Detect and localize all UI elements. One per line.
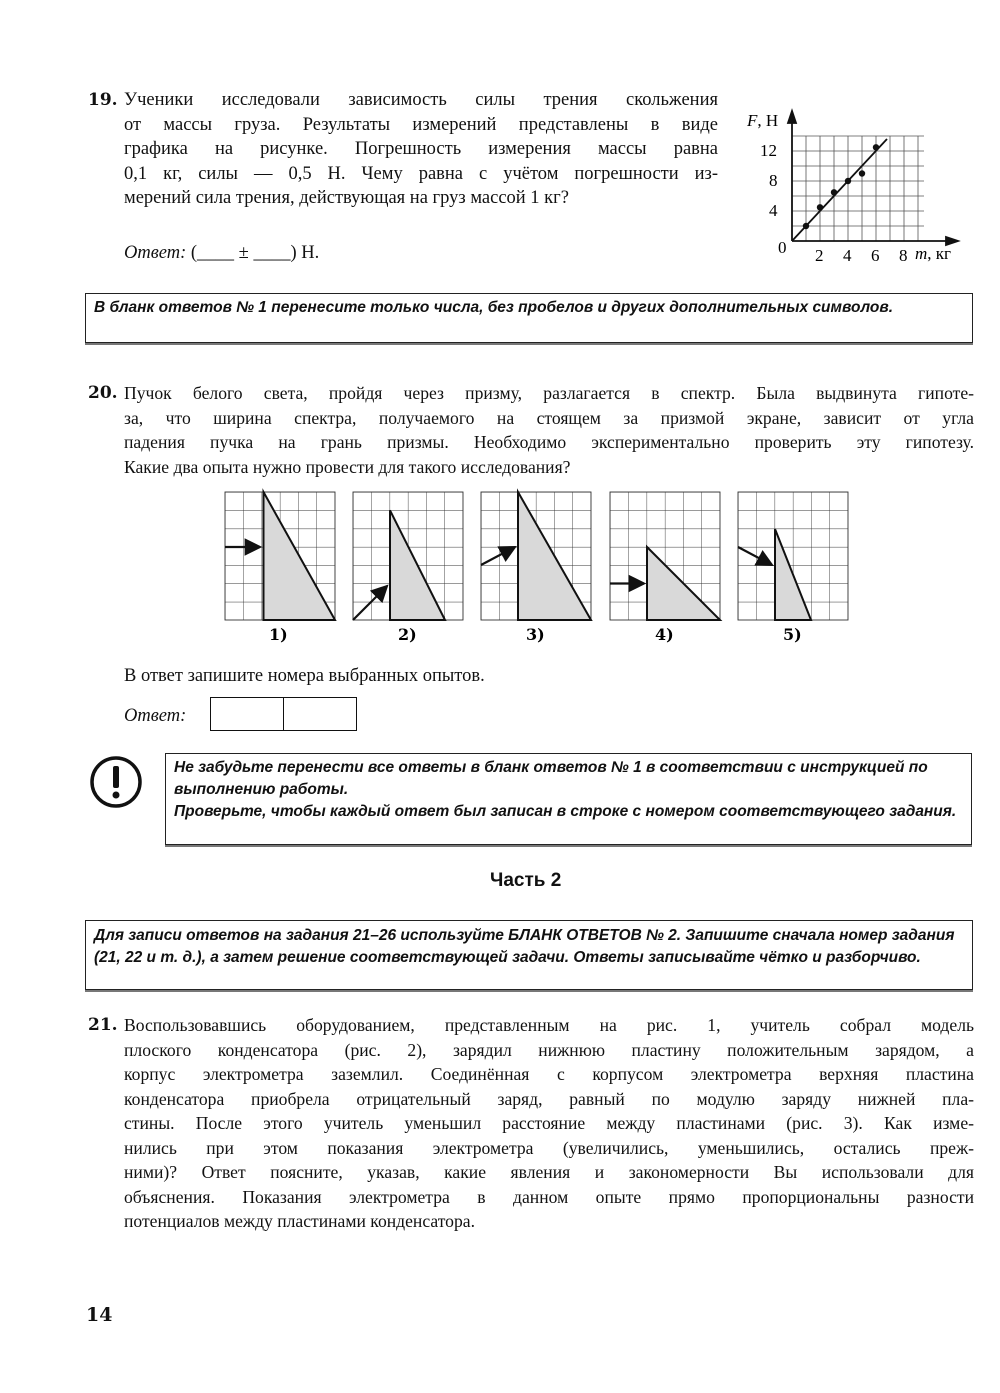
figure-label-5: 5): [783, 625, 802, 644]
warning-box: [165, 753, 972, 845]
q19-line: от массы груза. Результаты измерений представлены в виде: [124, 114, 718, 135]
q21-line: Воспользовавшись оборудованием, представленным на рис. 1, учитель собрал модель: [124, 1015, 974, 1035]
part-2-instruction-box: [85, 920, 973, 990]
y-tick-4: 4: [769, 201, 778, 220]
question-20-number: 20.: [88, 383, 118, 403]
transfer-note-box: [85, 293, 973, 343]
q21-line: ними)? Ответ поясните, указав, какие явления и закономерности Вы использовали для: [124, 1162, 974, 1182]
y-axis-label: F, Н: [747, 111, 779, 130]
x-tick-4: 4: [843, 246, 852, 265]
prism-figure-4: [610, 492, 720, 620]
q19-line: 0,1 кг, силы — 0,5 Н. Чему равна с учётом погрешности из-: [124, 163, 718, 184]
q19-answer-field[interactable]: (____ ± ____) Н.: [190, 243, 320, 263]
q19-line: Ученики исследовали зависимость силы трения скольжения: [124, 90, 718, 110]
q21-line: потенциалов между пластинами конденсатора.: [124, 1211, 475, 1231]
q21-line: плоского конденсатора (рис. 2), зарядил нижнюю пластину положительным зарядом, а: [124, 1039, 974, 1060]
q19-answer: [124, 241, 319, 266]
friction-graph: [740, 100, 970, 270]
q20-answer-label: Ответ:: [124, 706, 187, 726]
q21-line: конденсатора приобрела отрицательный заряд, равный по модулю заряду нижней пла-: [124, 1088, 974, 1109]
part-2-title: Часть 2: [490, 870, 562, 891]
exclamation-circle-icon: [88, 754, 144, 810]
y-tick-12: 12: [760, 141, 777, 160]
x-tick-6: 6: [871, 246, 880, 265]
q20-instruction: В ответ запишите номера выбранных опытов.: [124, 666, 485, 686]
prism-figure-3: [481, 492, 591, 620]
prism-figure-2: [353, 492, 463, 620]
question-20-text: [124, 381, 974, 479]
q19-answer-label: Ответ:: [124, 243, 187, 263]
question-19-text: [124, 88, 718, 211]
y-axis-arrow-icon: [788, 111, 796, 123]
figure-label-4: 4): [655, 625, 674, 644]
prism-figure-5: [738, 492, 848, 620]
question-21-text: [124, 1013, 974, 1234]
x-axis-label: m, кг: [915, 244, 952, 263]
q20-line: падения пучка на грань призмы. Необходимо экспериментально проверить эту гипотезу.: [124, 432, 974, 452]
figure-label-2: 2): [398, 625, 417, 644]
q20-line: Какие два опыта нужно провести для такого исследования?: [124, 456, 571, 477]
prism-figure-1: [225, 492, 335, 620]
graph-grid: [792, 136, 924, 241]
q21-line: объяснения. Показания электрометра в данном опыте прямо пропорциональны разности: [124, 1186, 974, 1207]
question-19-number: 19.: [88, 90, 118, 110]
prism-figures: [200, 480, 880, 650]
x-tick-2: 2: [815, 246, 824, 265]
y-tick-8: 8: [769, 171, 778, 190]
part-2-instruction-text: Для записи ответов на задания 21–26 используйте БЛАНК ОТВЕТОВ № 2. Запишите сначала номер задания (21, 22 и т. д.), а затем решение соответствующей задачи. Ответы записывайте чётко и разборчиво.: [94, 927, 955, 966]
warning-line-2: Проверьте, чтобы каждый ответ был записан в строке с номером соответствующего задания.: [174, 803, 957, 820]
q21-line: стины. После этого учитель уменьшил расстояние между пластинами (рис. 3). Как изме-: [124, 1113, 974, 1133]
warning-line-1: Не забудьте перенести все ответы в бланк ответов № 1 в соответствии с инструкцией по выполнению работы.: [174, 759, 928, 798]
figure-label-3: 3): [526, 625, 545, 644]
q19-line: графика на рисунке. Погрешность измерения массы равна: [124, 139, 718, 159]
graph-axes: [788, 111, 958, 245]
origin-label: 0: [778, 238, 787, 257]
q20-line: Пучок белого света, пройдя через призму, разлагается в спектр. Была выдвинута гипоте-: [124, 383, 974, 403]
q21-line: нились при этом показания электрометра (увеличились, уменьшились, остались преж-: [124, 1137, 974, 1158]
transfer-note-text: В бланк ответов № 1 перенесите только числа, без пробелов и других дополнительных символов.: [94, 299, 894, 316]
figure-label-1: 1): [269, 625, 288, 644]
question-21-number: 21.: [88, 1015, 118, 1035]
page-number: 14: [86, 1304, 113, 1326]
q19-line: мерений сила трения, действующая на груз массой 1 кг?: [124, 188, 569, 208]
q20-answer-cell-2[interactable]: [283, 697, 357, 731]
x-tick-8: 8: [899, 246, 908, 265]
q21-line: корпус электрометра заземлил. Соединённая с корпусом электрометра верхняя пластина: [124, 1064, 974, 1084]
q20-answer-cell-1[interactable]: [210, 697, 285, 731]
q20-line: за, что ширина спектра, получаемого на стоящем за призмой экране, зависит от угла: [124, 407, 974, 428]
